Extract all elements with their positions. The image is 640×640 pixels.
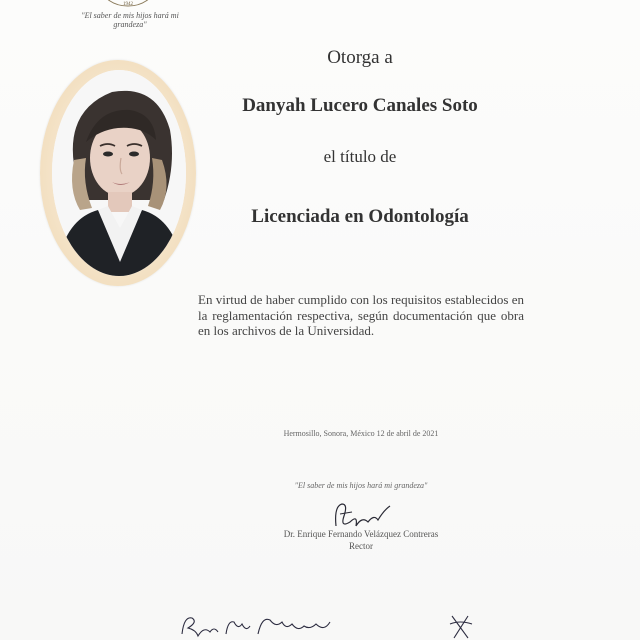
certificate-body: En virtud de haber cumplido con los requisitos establecidos en la reglamentación respectiva, según documentación que obra en los archivos de la Universidad. (198, 292, 524, 338)
title-intro: el título de (323, 147, 397, 166)
certificate-motto: "El saber de mis hijos hará mi grandeza" (294, 481, 428, 490)
university-seal (100, 0, 156, 8)
header-motto: "El saber de mis hijos hará mi grandeza" (81, 11, 179, 29)
recipient-photo (52, 70, 186, 276)
place-date: Hermosillo, Sonora, México 12 de abril de 2021 (283, 429, 439, 438)
rector-title: Rector (349, 541, 373, 551)
degree-title: Licenciada en Odontología (251, 206, 469, 227)
seal-year: 1942 (123, 2, 133, 7)
rector-name: Dr. Enrique Fernando Velázquez Contreras (283, 529, 439, 539)
bottom-left-signature (178, 610, 338, 640)
grant-intro: Otorga a (327, 47, 393, 68)
portrait-image (52, 70, 186, 276)
recipient-name: Danyah Lucero Canales Soto (242, 95, 478, 116)
bottom-right-signature (448, 612, 474, 640)
